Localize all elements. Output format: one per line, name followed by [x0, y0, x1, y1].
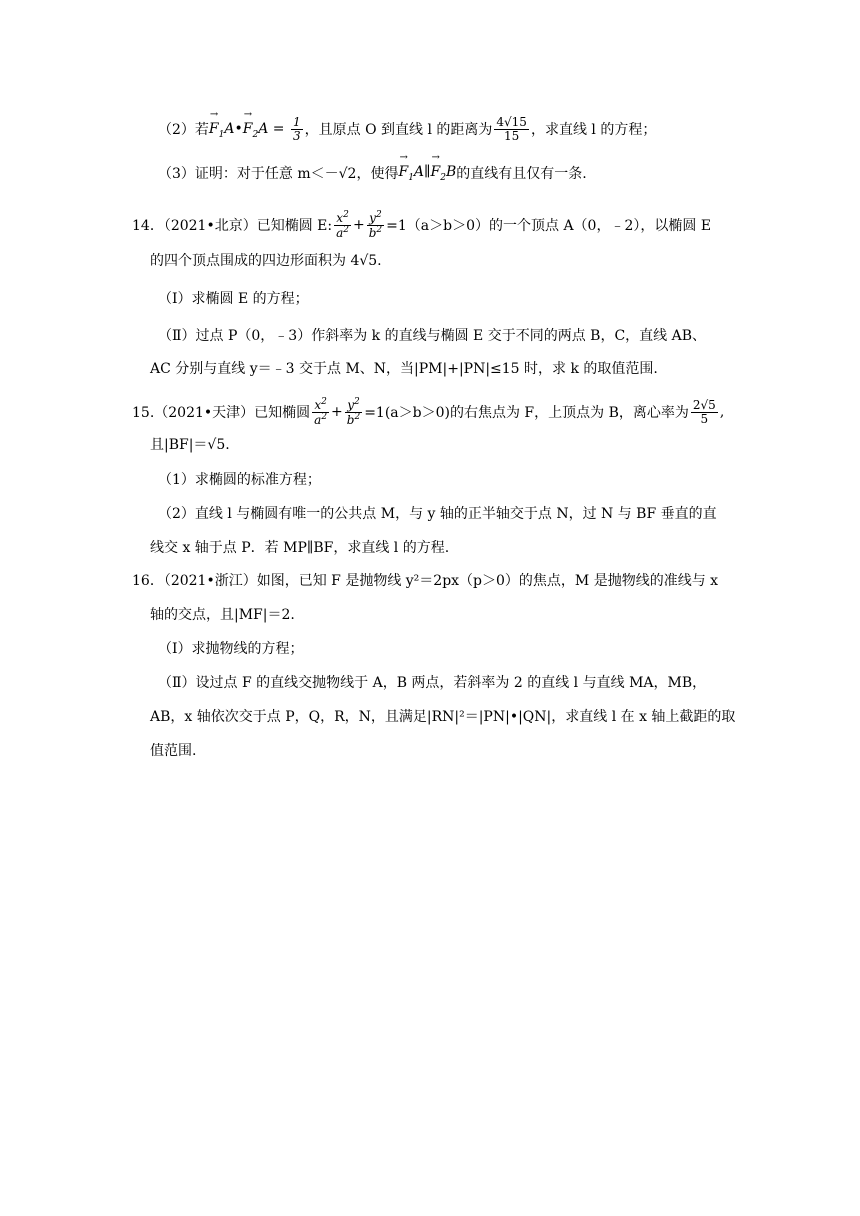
q13-part2-text-b: ，且原点 O 到直线 l 的距离为: [304, 122, 493, 139]
q13-part2: [158, 116, 656, 142]
q16-part2-text-b: AB，x 轴依次交于点 P，Q，R，N，且满足|RN|²＝|PN|•|QN|，求直线 l 在 x 轴上截距的取: [150, 709, 736, 725]
q15-header-cont: [150, 434, 230, 454]
q15-part2: [158, 503, 717, 523]
q15-header-text-a: 15.（2021•天津）已知椭圆: [132, 405, 311, 422]
q14-header-text-b: =1（a＞b＞0）的一个顶点 A（0，﹣2），以椭圆 E: [386, 218, 712, 235]
q15-eccentricity-fraction: $\frac{2√5}{5}$: [692, 398, 716, 426]
q15-ellipse-equation: $\frac{x^2}{a^2}$ + $\frac{y^2}{b^2}$: [314, 397, 361, 427]
q16-part2: [158, 672, 706, 692]
q15-part2-text-b: 线交 x 轴于点 P．若 MP∥BF，求直线 l 的方程.: [150, 540, 450, 556]
q14-ellipse-equation: $\frac{x^2}{a^2}$ + $\frac{y^2}{b^2}$: [336, 210, 383, 240]
q15-header: 15.（2021•天津）已知椭圆 $\frac{x^2}{a^2}$ + $\frac{y^2}{b^2}$ =1(a＞b＞0)的右焦点为 F，上顶点为 B，离心率为 $\frac{2√5}{5}$ ,: [132, 397, 725, 427]
q16-header-cont: [150, 604, 295, 624]
q16-header-text-a: 16．（2021•浙江）如图，已知 F 是抛物线 y²＝2px（p＞0）的焦点，M 是抛物线的准线与 x: [132, 573, 719, 589]
q16-part1: [158, 638, 304, 658]
q14-part1-text: （Ⅰ）求椭圆 E 的方程；: [158, 291, 309, 307]
q14-header-text-a: 14．（2021•北京）已知椭圆 E:: [132, 218, 333, 235]
q15-header-text-c: 且|BF|＝√5.: [150, 437, 230, 453]
q13-distance-fraction: $\frac{4√15}{15}$: [496, 115, 527, 143]
q16-header: [132, 570, 718, 590]
q16-part2-text-a: （Ⅱ）设过点 F 的直线交抛物线于 A，B 两点，若斜率为 2 的直线 l 与直线 MA，MB，: [158, 675, 707, 691]
q14-part2: [158, 325, 706, 345]
q15-part1: [158, 469, 321, 489]
q15-part1-text: （1）求椭圆的标准方程；: [158, 472, 321, 488]
q14-part2-cont: [150, 358, 658, 378]
q13-part3-parallel: → $F_1A\parallel\to F_2B$: [398, 164, 456, 183]
q14-part2-text-a: （Ⅱ）过点 P（0，﹣3）作斜率为 k 的直线与椭圆 E 交于不同的两点 B，C，直线 AB、: [158, 328, 707, 344]
q15-header-text-b: =1(a＞b＞0)的右焦点为 F，上顶点为 B，离心率为: [364, 405, 689, 422]
q16-part2-cont2: [150, 740, 196, 760]
q16-part2-text-c: 值范围.: [150, 743, 197, 759]
q13-part2-vector-dot: → $F_1A•\to F_2A$ = $\frac{1}{3}$: [209, 116, 305, 142]
q13-part2-text-c: ，求直线 l 的方程；: [530, 122, 657, 139]
q15-part2-text-a: （2）直线 l 与椭圆有唯一的公共点 M，与 y 轴的正半轴交于点 N，过 N 与 BF 垂直的直: [158, 506, 717, 522]
q16-part1-text: （Ⅰ）求抛物线的方程；: [158, 641, 304, 657]
q14-part2-text-b: AC 分别与直线 y＝﹣3 交于点 M、N，当|PM|+|PN|≤15 时，求 k 的取值范围.: [150, 361, 658, 377]
q13-part3: [158, 163, 587, 183]
q14-header: [132, 211, 711, 239]
q14-header-text-c: 的四个顶点围成的四边形面积为 4√5.: [150, 253, 382, 269]
q13-part3-text-b: 的直线有且仅有一条.: [456, 166, 587, 182]
q16-header-text-b: 轴的交点，且|MF|＝2.: [150, 607, 295, 623]
q15-part2-cont: [150, 537, 449, 557]
q14-header-cont: [150, 250, 382, 270]
q14-part1: [158, 288, 309, 308]
q16-part2-cont1: [150, 706, 735, 726]
q13-part2-text-a: （2）若: [158, 122, 209, 139]
q13-part3-text-a: （3）证明：对于任意 m＜－√2，使得: [158, 166, 399, 182]
